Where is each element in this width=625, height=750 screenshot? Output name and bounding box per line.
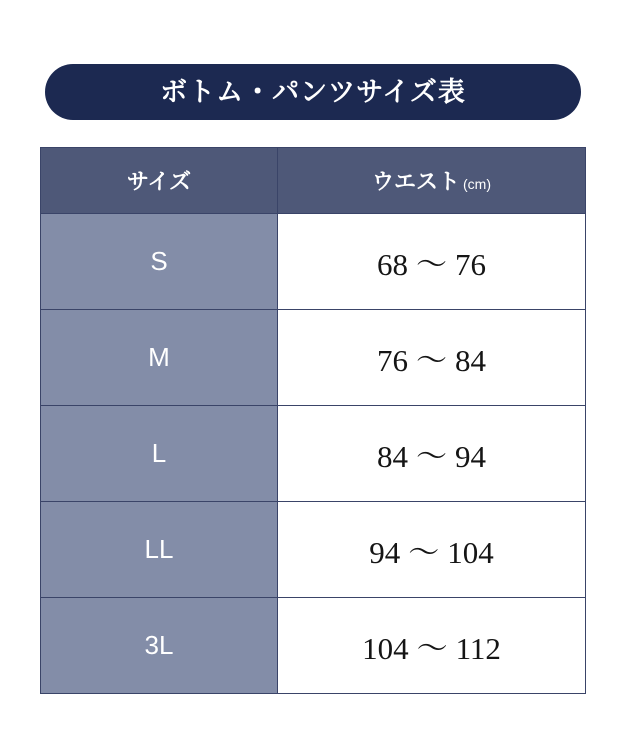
range-separator: 〜 [416, 247, 447, 282]
waist-min: 84 [377, 439, 408, 474]
table-row [41, 310, 586, 406]
table-header [41, 148, 586, 214]
page-title: ボトム・パンツサイズ表 [160, 76, 466, 107]
range-separator: 〜 [416, 631, 448, 666]
table-row [41, 598, 586, 694]
waist-range [377, 335, 486, 380]
waist-range [362, 623, 501, 668]
waist-min: 104 [362, 631, 409, 666]
waist-max: 112 [455, 631, 501, 666]
cell-size: 3L [41, 598, 278, 694]
waist-max: 84 [455, 343, 486, 378]
waist-range [369, 527, 494, 572]
cell-waist [278, 406, 586, 502]
range-separator: 〜 [416, 439, 447, 474]
cell-size: L [41, 406, 278, 502]
range-separator: 〜 [408, 535, 440, 570]
table-row [41, 502, 586, 598]
cell-size: LL [41, 502, 278, 598]
waist-max: 94 [455, 439, 486, 474]
waist-min: 94 [369, 535, 401, 570]
cell-waist [278, 598, 586, 694]
column-header-size: サイズ [41, 148, 278, 214]
column-header-waist [278, 148, 586, 214]
cell-waist [278, 502, 586, 598]
waist-max: 104 [447, 535, 494, 570]
cell-size: M [41, 310, 278, 406]
waist-min: 68 [377, 247, 408, 282]
table-row [41, 214, 586, 310]
waist-min: 76 [377, 343, 408, 378]
range-separator: 〜 [416, 343, 447, 378]
table-body [41, 214, 586, 694]
size-table [40, 147, 586, 694]
cell-waist [278, 214, 586, 310]
waist-max: 76 [455, 247, 486, 282]
title-banner [45, 64, 581, 120]
waist-range [377, 431, 486, 476]
column-header-waist-label: ウエスト [371, 169, 460, 194]
cell-size: S [41, 214, 278, 310]
table-row [41, 406, 586, 502]
waist-range [377, 239, 486, 284]
cell-waist [278, 310, 586, 406]
column-header-waist-unit: (cm) [463, 176, 491, 192]
table-header-row [41, 148, 586, 214]
